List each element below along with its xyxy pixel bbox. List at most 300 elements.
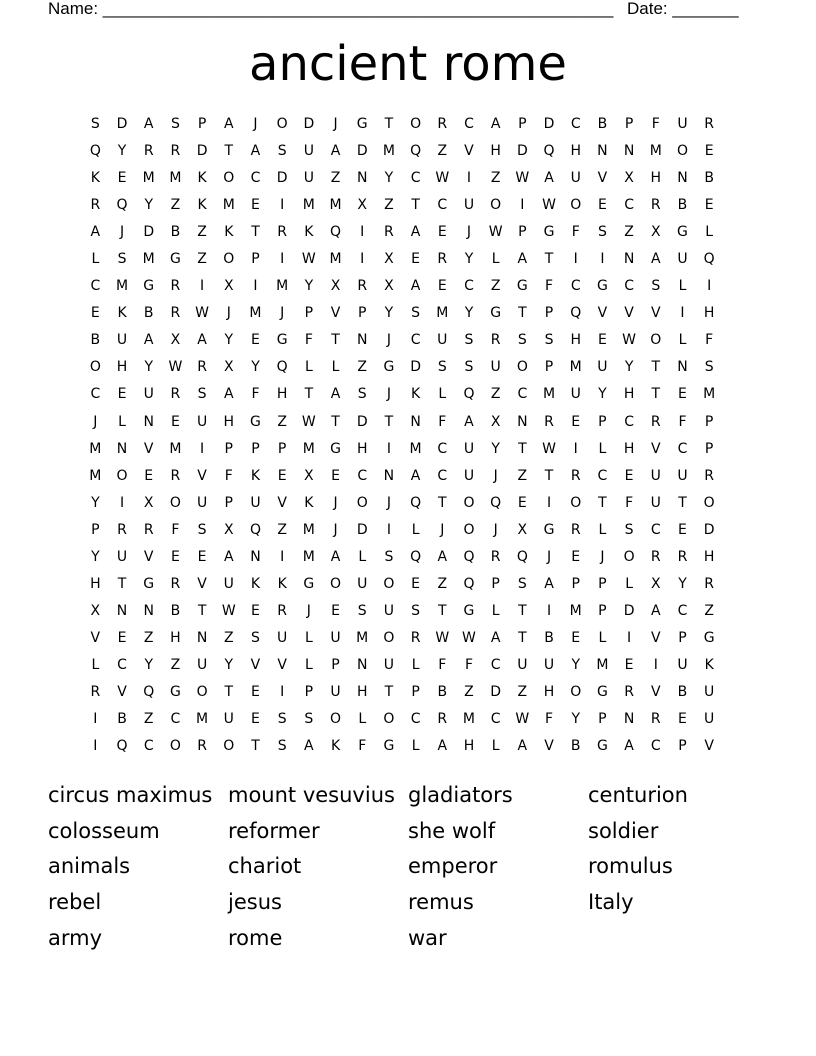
grid-cell: K xyxy=(250,575,261,592)
grid-cell: N xyxy=(143,602,154,619)
grid-cell: R xyxy=(650,548,661,565)
grid-cell: O xyxy=(490,197,502,214)
grid-cell: A xyxy=(330,143,341,160)
grid-cell: F xyxy=(171,521,180,538)
grid-cell: U xyxy=(543,656,555,673)
grid-cell: N xyxy=(196,629,208,646)
grid-cell: A xyxy=(490,629,501,646)
grid-cell: A xyxy=(544,170,554,187)
grid-cell: N xyxy=(623,143,635,160)
grid-cell: E xyxy=(251,711,260,728)
grid-cell: F xyxy=(545,711,554,728)
grid-cell: Z xyxy=(437,143,448,160)
grid-cell: Y xyxy=(491,440,500,457)
grid-cell: C xyxy=(490,656,501,673)
grid-cell: G xyxy=(303,575,315,592)
grid-cell: E xyxy=(251,602,260,619)
grid-cell: Q xyxy=(410,143,422,160)
grid-cell: N xyxy=(356,332,368,349)
grid-cell: L xyxy=(625,575,633,592)
grid-cell: I xyxy=(466,170,472,187)
grid-cell: V xyxy=(650,629,661,646)
grid-cell: X xyxy=(223,521,234,538)
grid-cell: S xyxy=(517,332,527,349)
grid-cell: B xyxy=(90,332,101,349)
grid-cell: O xyxy=(516,359,528,376)
grid-cell: I xyxy=(253,278,258,295)
grid-cell: Q xyxy=(463,386,475,403)
grid-cell: J xyxy=(600,548,605,565)
grid-cell: C xyxy=(410,711,421,728)
grid-cell: Z xyxy=(437,575,448,592)
grid-cell: G xyxy=(330,440,341,457)
grid-cell: B xyxy=(704,170,714,187)
grid-cell: E xyxy=(331,602,340,619)
grid-cell: G xyxy=(703,629,715,646)
grid-cell: F xyxy=(358,738,367,755)
grid-cell: Y xyxy=(144,197,153,214)
grid-cell: X xyxy=(624,170,634,187)
grid-cell: L xyxy=(705,224,714,241)
grid-cell: P xyxy=(251,440,260,457)
grid-cell: R xyxy=(384,224,394,241)
grid-cell: J xyxy=(93,413,98,430)
grid-cell: Z xyxy=(277,413,287,430)
grid-cell: A xyxy=(650,251,661,268)
grid-cell: N xyxy=(250,548,261,565)
grid-cell: O xyxy=(570,683,582,700)
grid-cell: K xyxy=(117,305,127,322)
grid-cell: U xyxy=(303,143,314,160)
grid-cell: J xyxy=(386,386,391,403)
grid-cell: M xyxy=(569,602,582,619)
grid-cell: O xyxy=(196,683,208,700)
grid-cell: G xyxy=(250,413,261,430)
grid-cell: S xyxy=(117,251,127,268)
grid-cell: H xyxy=(623,440,635,457)
grid-cell: C xyxy=(410,332,421,349)
grid-cell: S xyxy=(597,224,607,241)
grid-cell: K xyxy=(411,386,421,403)
grid-cell: R xyxy=(650,197,661,214)
grid-cell: U xyxy=(437,332,448,349)
grid-cell: R xyxy=(277,602,288,619)
grid-cell: T xyxy=(331,413,340,430)
grid-cell: P xyxy=(277,440,287,457)
grid-cell: Z xyxy=(143,629,154,646)
grid-cell: A xyxy=(517,251,528,268)
grid-cell: D xyxy=(703,521,715,538)
grid-cell: Z xyxy=(197,224,207,241)
grid-cell: Y xyxy=(464,305,474,322)
grid-cell: T xyxy=(678,494,687,511)
grid-cell: D xyxy=(623,602,635,619)
grid-cell: R xyxy=(677,548,688,565)
grid-cell: Q xyxy=(276,359,288,376)
grid-cell: J xyxy=(253,116,258,132)
grid-cell: A xyxy=(410,467,421,484)
grid-cell: Z xyxy=(490,386,501,403)
grid-cell: B xyxy=(170,602,181,619)
grid-cell: R xyxy=(143,143,154,160)
grid-cell: V xyxy=(143,440,154,457)
grid-cell: B xyxy=(437,683,448,700)
grid-cell: T xyxy=(544,251,554,268)
word-list-item: romulus xyxy=(588,854,673,879)
grid-cell: U xyxy=(223,575,234,592)
grid-cell: R xyxy=(437,116,448,132)
grid-cell: U xyxy=(463,467,475,484)
word-list-item: soldier xyxy=(588,818,659,843)
grid-cell: D xyxy=(356,413,368,430)
grid-cell: G xyxy=(383,359,395,376)
grid-cell: M xyxy=(569,359,582,376)
grid-cell: S xyxy=(411,305,421,322)
word-list-item: remus xyxy=(408,890,474,915)
grid-cell: S xyxy=(651,278,661,295)
grid-cell: B xyxy=(170,224,181,241)
grid-cell: O xyxy=(383,711,395,728)
grid-cell: J xyxy=(386,332,391,349)
grid-cell: P xyxy=(518,116,527,132)
grid-cell: A xyxy=(464,413,474,430)
grid-cell: R xyxy=(570,521,581,538)
grid-cell: R xyxy=(197,738,207,755)
grid-cell: P xyxy=(224,440,233,457)
grid-cell: J xyxy=(440,521,445,538)
grid-cell: Q xyxy=(249,521,261,538)
grid-cell: X xyxy=(650,224,661,241)
grid-cell: N xyxy=(116,440,128,457)
grid-cell: G xyxy=(169,683,181,700)
grid-cell: A xyxy=(143,116,154,132)
grid-cell: F xyxy=(625,494,634,511)
grid-cell: U xyxy=(277,629,288,646)
grid-cell: Z xyxy=(704,602,714,619)
grid-cell: E xyxy=(90,305,100,322)
grid-cell: M xyxy=(169,440,182,457)
grid-cell: T xyxy=(438,602,447,619)
grid-cell: Y xyxy=(598,386,607,403)
grid-cell: S xyxy=(704,359,714,376)
grid-cell: V xyxy=(330,305,341,322)
grid-cell: Y xyxy=(144,359,153,376)
grid-cell: D xyxy=(356,521,368,538)
grid-cell: M xyxy=(302,440,315,457)
grid-cell: C xyxy=(490,711,501,728)
grid-cell: O xyxy=(463,521,475,538)
grid-cell: G xyxy=(169,251,181,268)
grid-cell: V xyxy=(597,305,608,322)
grid-cell: N xyxy=(677,170,688,187)
grid-cell: E xyxy=(704,197,714,214)
grid-cell: Q xyxy=(703,251,715,268)
grid-cell: Q xyxy=(490,494,502,511)
grid-cell: P xyxy=(678,629,687,646)
grid-cell: V xyxy=(143,548,154,565)
grid-cell: C xyxy=(357,467,368,484)
grid-cell: Z xyxy=(223,629,234,646)
grid-cell: M xyxy=(249,305,262,322)
grid-cell: E xyxy=(597,332,607,349)
grid-cell: O xyxy=(570,494,582,511)
grid-cell: A xyxy=(330,548,341,565)
grid-cell: R xyxy=(170,305,181,322)
grid-cell: R xyxy=(170,143,181,160)
grid-cell: N xyxy=(623,711,635,728)
grid-cell: Y xyxy=(144,656,153,673)
grid-cell: P xyxy=(357,305,367,322)
grid-cell: M xyxy=(142,251,155,268)
grid-cell: O xyxy=(676,143,688,160)
grid-cell: S xyxy=(90,116,100,132)
grid-cell: A xyxy=(410,278,421,295)
grid-cell: T xyxy=(544,467,554,484)
grid-cell: T xyxy=(384,116,394,132)
grid-cell: O xyxy=(650,332,662,349)
grid-cell: E xyxy=(678,386,687,403)
grid-cell: M xyxy=(542,386,556,403)
date-field-label: Date: _______ xyxy=(627,0,739,18)
grid-cell: C xyxy=(250,170,261,187)
grid-cell: Z xyxy=(143,711,154,728)
grid-cell: S xyxy=(464,359,474,376)
word-list-item: circus maximus xyxy=(48,783,213,807)
grid-cell: M xyxy=(409,440,422,457)
grid-cell: K xyxy=(330,738,341,755)
grid-cell: P xyxy=(544,359,554,376)
grid-cell: X xyxy=(223,359,234,376)
grid-cell: R xyxy=(117,521,127,538)
grid-cell: J xyxy=(333,494,338,511)
grid-cell: U xyxy=(357,575,368,592)
grid-cell: Y xyxy=(91,494,100,511)
grid-cell: M xyxy=(596,656,609,673)
grid-cell: U xyxy=(330,683,341,700)
grid-cell: G xyxy=(677,224,688,241)
grid-cell: M xyxy=(302,548,315,565)
grid-cell: O xyxy=(703,494,715,511)
grid-cell: Z xyxy=(357,359,368,376)
grid-cell: E xyxy=(331,467,340,484)
grid-cell: V xyxy=(90,629,101,646)
grid-cell: V xyxy=(197,575,207,592)
grid-cell: E xyxy=(277,467,287,484)
grid-cell: R xyxy=(357,278,368,295)
grid-cell: R xyxy=(570,467,581,484)
grid-cell: L xyxy=(304,629,313,646)
grid-cell: O xyxy=(116,467,128,484)
grid-cell: T xyxy=(384,683,394,700)
grid-cell: A xyxy=(90,224,101,241)
grid-cell: J xyxy=(493,467,498,484)
grid-cell: Q xyxy=(543,143,555,160)
grid-cell: X xyxy=(170,332,181,349)
grid-cell: R xyxy=(170,278,181,295)
grid-cell: A xyxy=(650,602,661,619)
grid-cell: W xyxy=(515,170,530,187)
grid-cell: M xyxy=(169,170,182,187)
grid-cell: E xyxy=(571,413,581,430)
grid-cell: E xyxy=(678,711,687,728)
grid-cell: F xyxy=(705,332,714,349)
grid-cell: S xyxy=(464,332,474,349)
grid-cell: R xyxy=(490,548,501,565)
grid-cell: Q xyxy=(463,548,475,565)
grid-cell: H xyxy=(703,548,715,565)
grid-cell: J xyxy=(333,521,338,538)
grid-cell: P xyxy=(678,738,687,755)
grid-cell: I xyxy=(360,224,365,241)
grid-cell: Y xyxy=(251,359,260,376)
grid-cell: I xyxy=(200,278,205,295)
grid-cell: O xyxy=(383,629,395,646)
grid-cell: Q xyxy=(116,197,128,214)
grid-cell: Q xyxy=(516,548,528,565)
grid-cell: L xyxy=(678,332,687,349)
grid-cell: D xyxy=(116,116,128,132)
grid-cell: S xyxy=(384,548,394,565)
grid-cell: T xyxy=(117,575,127,592)
grid-cell: A xyxy=(304,738,314,755)
grid-cell: U xyxy=(116,548,128,565)
grid-cell: A xyxy=(330,386,341,403)
grid-cell: S xyxy=(170,116,180,132)
grid-cell: D xyxy=(490,683,502,700)
grid-cell: A xyxy=(143,332,154,349)
grid-cell: Z xyxy=(490,278,501,295)
grid-cell: O xyxy=(169,738,181,755)
grid-cell: M xyxy=(142,170,155,187)
grid-cell: I xyxy=(280,251,285,268)
word-list xyxy=(48,780,768,958)
grid-cell: T xyxy=(518,629,527,646)
grid-cell: C xyxy=(117,656,127,673)
grid-cell: G xyxy=(516,278,528,295)
grid-cell: X xyxy=(304,467,314,484)
grid-cell: S xyxy=(357,602,367,619)
grid-cell: D xyxy=(356,143,368,160)
grid-cell: C xyxy=(677,440,688,457)
grid-cell: U xyxy=(463,440,475,457)
grid-cell: P xyxy=(251,251,260,268)
grid-cell: B xyxy=(677,683,688,700)
grid-cell: Q xyxy=(410,494,422,511)
grid-cell: F xyxy=(571,224,580,241)
grid-cell: U xyxy=(116,332,128,349)
grid-cell: R xyxy=(704,575,715,592)
grid-cell: C xyxy=(410,170,421,187)
grid-cell: V xyxy=(544,738,554,755)
grid-cell: A xyxy=(223,116,234,132)
grid-cell: I xyxy=(200,440,205,457)
grid-cell: H xyxy=(703,305,715,322)
grid-cell: R xyxy=(143,521,154,538)
grid-cell: S xyxy=(624,521,634,538)
grid-cell: J xyxy=(306,602,311,619)
grid-cell: F xyxy=(464,656,473,673)
grid-cell: M xyxy=(89,467,102,484)
grid-cell: P xyxy=(624,116,634,132)
grid-cell: X xyxy=(384,251,394,268)
grid-cell: O xyxy=(89,359,101,376)
grid-cell: Y xyxy=(571,711,580,728)
grid-cell: C xyxy=(90,278,101,295)
grid-cell: Z xyxy=(517,467,528,484)
grid-cell: J xyxy=(280,305,285,322)
grid-cell: J xyxy=(493,521,498,538)
grid-cell: M xyxy=(329,251,342,268)
grid-cell: U xyxy=(196,413,208,430)
grid-cell: P xyxy=(197,116,207,132)
grid-cell: G xyxy=(543,521,555,538)
grid-cell: U xyxy=(250,494,261,511)
grid-cell: D xyxy=(143,224,155,241)
grid-cell: U xyxy=(677,656,688,673)
grid-cell: S xyxy=(357,386,367,403)
grid-cell: L xyxy=(411,521,420,538)
grid-cell: E xyxy=(117,170,127,187)
grid-cell: O xyxy=(383,575,395,592)
grid-cell: V xyxy=(277,494,287,511)
grid-cell: E xyxy=(117,629,127,646)
grid-cell: A xyxy=(223,386,234,403)
grid-cell: N xyxy=(356,170,368,187)
grid-cell: P xyxy=(598,711,607,728)
grid-cell: H xyxy=(543,683,555,700)
grid-cell: K xyxy=(250,467,261,484)
grid-cell: I xyxy=(573,251,578,268)
grid-cell: D xyxy=(196,143,208,160)
grid-cell: O xyxy=(223,170,235,187)
grid-cell: K xyxy=(197,170,207,187)
grid-cell: H xyxy=(356,440,368,457)
grid-cell: E xyxy=(117,386,127,403)
grid-cell: J xyxy=(119,224,125,241)
grid-cell: S xyxy=(277,143,287,160)
grid-cell: X xyxy=(223,278,234,295)
grid-cell: W xyxy=(168,359,183,376)
grid-cell: L xyxy=(411,738,420,755)
word-list-item: jesus xyxy=(228,890,282,915)
grid-cell: P xyxy=(571,575,580,592)
grid-cell: Z xyxy=(384,197,394,214)
grid-cell: F xyxy=(304,332,313,349)
grid-cell: I xyxy=(546,494,552,511)
grid-cell: D xyxy=(276,170,288,187)
grid-cell: A xyxy=(223,548,234,565)
word-list-item: centurion xyxy=(588,783,688,807)
grid-cell: T xyxy=(518,305,527,322)
grid-cell: R xyxy=(544,413,554,430)
word-list-item: rome xyxy=(228,925,283,950)
grid-cell: D xyxy=(410,359,421,376)
grid-cell: B xyxy=(677,197,688,214)
grid-cell: C xyxy=(650,521,661,538)
grid-cell: E xyxy=(170,413,180,430)
grid-cell: W xyxy=(515,711,530,728)
grid-cell: E xyxy=(411,575,421,592)
grid-cell: Z xyxy=(490,170,501,187)
grid-cell: I xyxy=(627,629,632,646)
grid-cell: M xyxy=(356,629,369,646)
word-list-item: colosseum xyxy=(48,818,160,843)
grid-cell: P xyxy=(598,575,607,592)
grid-cell: S xyxy=(544,332,554,349)
grid-cell: L xyxy=(304,359,313,376)
word-list-item: animals xyxy=(48,854,131,879)
grid-cell: V xyxy=(277,656,287,673)
